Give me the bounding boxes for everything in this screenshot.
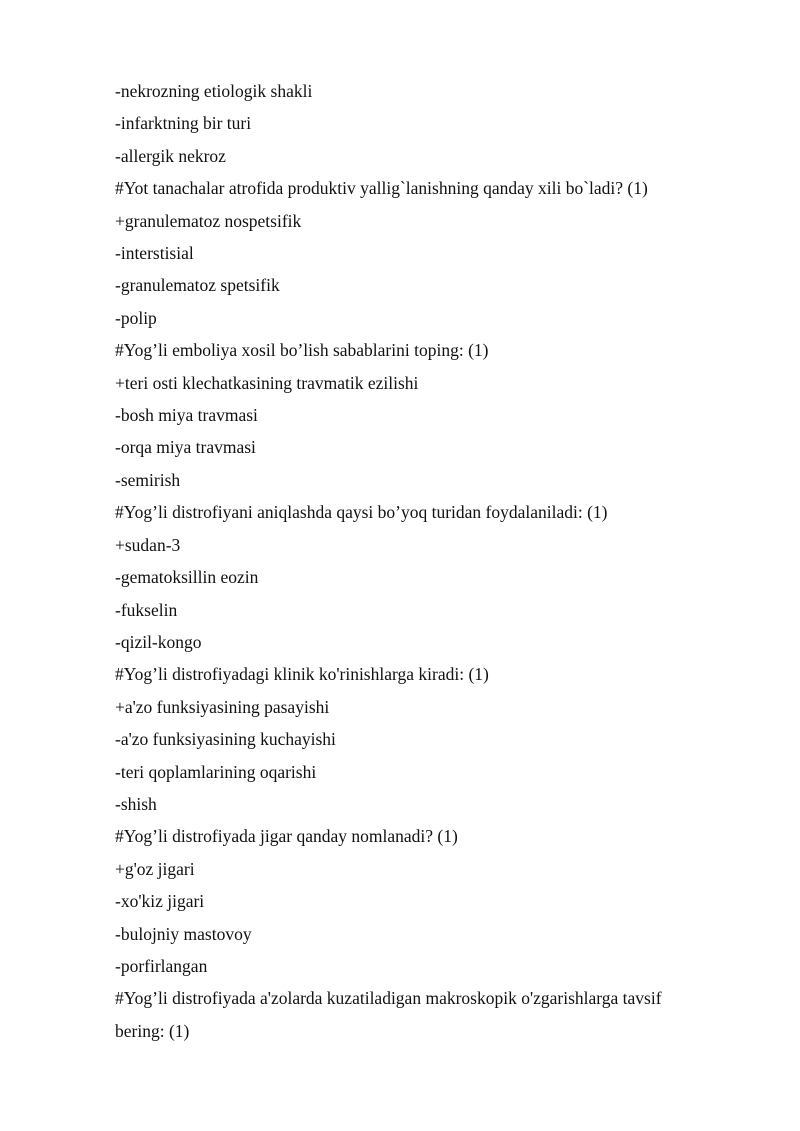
question-line: #Yog’li distrofiyada jigar qanday nomlanadi? (1) [115, 826, 458, 847]
answer-line: -shish [115, 793, 157, 814]
answer-line: -teri qoplamlarining oqarishi [115, 761, 317, 782]
answer-line: -gematoksillin eozin [115, 567, 259, 588]
answer-correct-line: +g'oz jigari [115, 858, 195, 879]
answer-line: -bosh miya travmasi [115, 405, 258, 426]
answer-line: -granulematoz spetsifik [115, 275, 280, 296]
question-line: #Yot tanachalar atrofida produktiv yallig`lanishning qanday xili bo`ladi? (1) [115, 178, 648, 199]
answer-line: -polip [115, 307, 157, 328]
answer-correct-line: +sudan-3 [115, 534, 181, 555]
answer-line: -semirish [115, 469, 181, 490]
question-line: #Yog’li emboliya xosil bo’lish sabablarini toping: (1) [115, 340, 489, 361]
answer-line: -bulojniy mastovoy [115, 923, 252, 944]
question-line: #Yog’li distrofiyani aniqlashda qaysi bo’yoq turidan foydalaniladi: (1) [115, 502, 608, 523]
answer-line: -a'zo funksiyasining kuchayishi [115, 729, 336, 750]
answer-correct-line: +a'zo funksiyasining pasayishi [115, 696, 330, 717]
answer-line: -interstisial [115, 243, 194, 264]
text-line: -nekrozning etiologik shakli [115, 81, 313, 101]
question-list [115, 75, 715, 1047]
answer-correct-line: +teri osti klechatkasining travmatik ezilishi [115, 372, 419, 393]
answer-line: -qizil-kongo [115, 631, 202, 652]
question-line-continuation: bering: (1) [115, 1020, 190, 1041]
text-line: -allergik nekroz [115, 145, 226, 166]
answer-correct-line: +granulematoz nospetsifik [115, 210, 302, 231]
answer-line: -xo'kiz jigari [115, 891, 205, 912]
question-line: #Yog’li distrofiyadagi klinik ko'rinishlarga kiradi: (1) [115, 664, 489, 685]
answer-line: -fukselin [115, 599, 178, 620]
text-line: -infarktning bir turi [115, 113, 252, 134]
question-line: #Yog’li distrofiyada a'zolarda kuzatiladigan makroskopik o'zgarishlarga tavsif [115, 988, 662, 1009]
answer-line: -porfirlangan [115, 955, 208, 976]
answer-line: -orqa miya travmasi [115, 437, 256, 458]
